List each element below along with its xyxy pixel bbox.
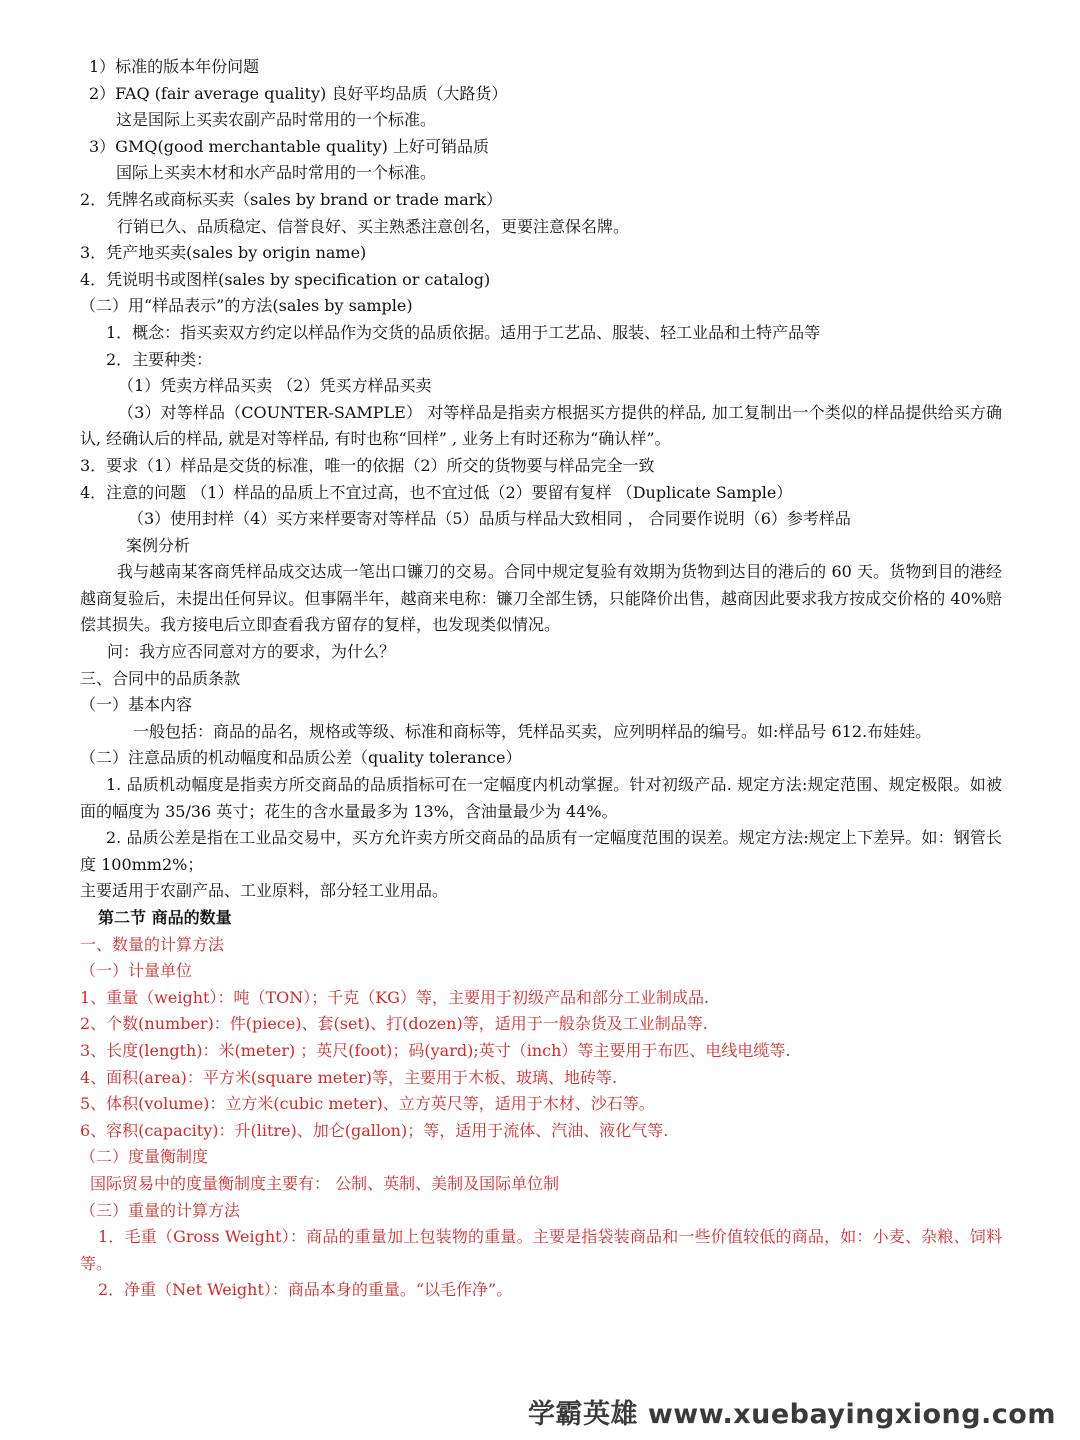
text-line: 4．注意的问题 （1）样品的品质上不宜过高，也不宜过低（2）要留有复样 （Duplicate Sample） — [80, 482, 793, 502]
section-heading: （二）度量衡制度 — [80, 1147, 209, 1167]
paragraph: （3）对等样品（COUNTER-SAMPLE） 对等样品是指卖方根据买方提供的样品, 加工复制出一个类似的样品提供给买方确认, 经确认后的样品, 就是对等样品, 有时也称“回样” , 业务上有时还称为“确认样”。 — [80, 402, 1002, 449]
text-line: 国际贸易中的度量衡制度主要有： 公制、英制、美制及国际单位制 — [90, 1173, 560, 1193]
text-line: 主要适用于农副产品、工业原料，部分轻工业用品。 — [80, 881, 449, 901]
text-line: 3）GMQ(good merchantable quality) 上好可销品质 — [89, 136, 489, 156]
section-heading: （一）计量单位 — [80, 961, 193, 981]
section-heading: （二）用“样品表示”的方法(sales by sample) — [80, 296, 413, 316]
text-line: 行销已久、品质稳定、信誉良好、买主熟悉注意创名，更要注意保名牌。 — [117, 216, 630, 236]
text-line: 国际上买卖木材和水产品时常用的一个标准。 — [116, 163, 437, 183]
list-item: 1、重量（weight）：吨（TON）；千克（KG）等，主要用于初级产品和部分工业制成品. — [80, 987, 710, 1007]
list-item: 6、容积(capacity)：升(litre)、加仑(gallon)；等，适用于流体、汽油、液化气等. — [80, 1120, 669, 1140]
paragraph: 我与越南某客商凭样品成交达成一笔出口镰刀的交易。合同中规定复验有效期为货物到达目的港后的 60 天。货物到目的港经越商复验后，未提出任何异议。但事隔半年，越商来电称：镰刀全部生锈，只能降价出售，越商因此要求我方按成交价格的 40%赔偿其损失。我方接电后立即查看我方留存的复样，也发现类似情况。 — [80, 562, 1002, 635]
text-line: 2．净重（Net Weight）：商品本身的重量。“以毛作净”。 — [98, 1280, 513, 1300]
section-heading: 三、合同中的品质条款 — [80, 668, 241, 688]
list-item: 3、长度(length)：米(meter) ；英尺(foot)；码(yard);英寸（inch）等主要用于布匹、电线电缆等. — [80, 1040, 791, 1060]
section-heading: 一、数量的计算方法 — [80, 934, 225, 954]
text-line: 1）标准的版本年份问题 — [89, 57, 260, 76]
section-heading: （一）基本内容 — [80, 695, 193, 715]
text-line: 一般包括：商品的品名，规格或等级、标准和商标等，凭样品买卖，应列明样品的编号。如:样品号 612.布娃娃。 — [133, 721, 932, 741]
paragraph: 1. 品质机动幅度是指卖方所交商品的品质指标可在一定幅度内机动掌握。针对初级产品. 规定方法:规定范围、规定极限。如被面的幅度为 35/36 英寸；花生的含水量最多为 13%，含油量最少为 44%。 — [80, 775, 1002, 821]
list-item: 5、体积(volume)：立方米(cubic meter)、立方英尺等，适用于木材、沙石等。 — [80, 1094, 655, 1114]
paragraph: 2. 品质公差是指在工业品交易中，买方允许卖方所交商品的品质有一定幅度范围的误差。规定方法:规定上下差异。如：钢管长度 100mm2%； — [80, 828, 1002, 874]
section-heading: （三）重量的计算方法 — [80, 1200, 241, 1220]
section-heading: （二）注意品质的机动幅度和品质公差（quality tolerance） — [80, 748, 522, 768]
list-item: 2、个数(number)：件(piece)、套(set)、打(dozen)等，适用于一般杂货及工业制品等. — [80, 1014, 708, 1034]
paragraph: 1．毛重（Gross Weight）：商品的重量加上包装物的重量。主要是指袋装商品和一些价值较低的商品，如：小麦、杂粮、饲料等。 — [80, 1227, 1002, 1273]
text-line: 3．凭产地买卖(sales by origin name) — [80, 243, 367, 263]
text-line: 1．概念：指买卖双方约定以样品作为交货的品质依据。适用于工艺品、服装、轻工业品和土特产品等 — [106, 322, 821, 342]
text-line: 案例分析 — [126, 535, 191, 555]
text-line: 2）FAQ (fair average quality) 良好平均品质（大路货） — [89, 83, 508, 103]
text-line: 3．要求（1）样品是交货的标准，唯一的依据（2）所交的货物要与样品完全一致 — [80, 455, 655, 475]
text-line: 2．主要种类： — [106, 349, 213, 369]
list-item: 4、面积(area)：平方米(square meter)等，主要用于木板、玻璃、地砖等. — [80, 1067, 618, 1087]
text-line: 这是国际上买卖农副产品时常用的一个标准。 — [116, 110, 437, 130]
chapter-heading: 第二节 商品的数量 — [98, 908, 232, 927]
text-line: 2．凭牌名或商标买卖（sales by brand or trade mark） — [80, 189, 503, 209]
text-line: 4．凭说明书或图样(sales by specification or catalog) — [80, 269, 491, 289]
text-line: 问：我方应否同意对方的要求，为什么？ — [107, 642, 396, 662]
document-body — [80, 54, 1002, 1304]
footer-watermark: 学霸英雄 www.xuebayingxiong.com — [527, 1399, 1056, 1430]
text-line: （3）使用封样（4）买方来样要寄对等样品（5）品质与样品大致相同 ， 合同要作说明（6）参考样品 — [128, 509, 851, 529]
text-line: （1）凭卖方样品买卖 （2）凭买方样品买卖 — [118, 376, 432, 396]
